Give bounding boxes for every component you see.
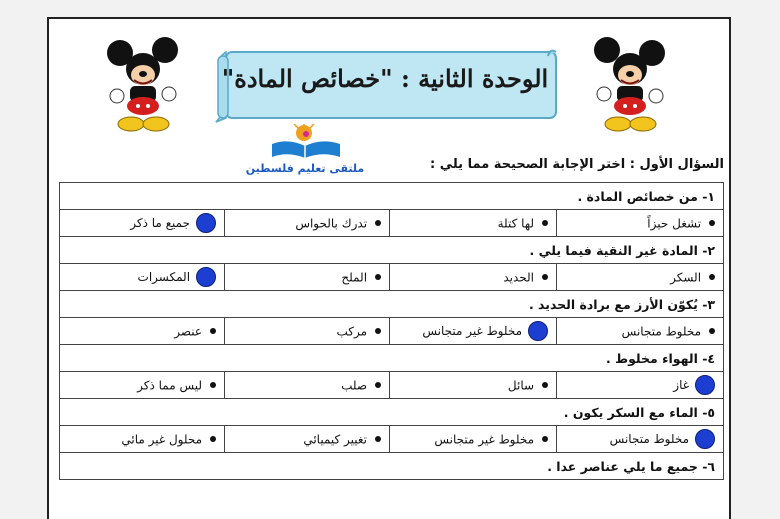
answer-option[interactable] [390,210,557,237]
answer-option[interactable] [557,372,724,399]
bullet-icon [210,382,216,388]
answer-option[interactable] [60,318,225,345]
bullet-icon [375,328,381,334]
options-row [60,318,724,345]
multiple-choice-table [59,182,724,480]
answer-option[interactable] [390,372,557,399]
mickey-mouse-illustration-right [590,36,670,132]
answer-option[interactable] [557,318,724,345]
answer-option-label: مركب [336,324,368,339]
answer-option-label: غاز [673,378,690,392]
question-row [60,183,724,210]
answer-option[interactable] [557,426,724,453]
bullet-icon [375,220,381,226]
answer-option-label: لها كتلة [497,216,535,231]
answer-option-label: سائل [507,378,535,393]
answer-option[interactable] [60,372,225,399]
question-stem: ٢- المادة غير النقية فيما يلي . [60,237,724,264]
answer-option-label: تشغل حيزاً [647,216,702,231]
answer-option-label: الحديد [503,270,535,285]
bullet-icon [709,328,715,334]
answer-option-label: صلب [341,378,368,393]
answer-option[interactable] [225,372,390,399]
answer-option-label: تغيير كيميائي [303,432,368,447]
answer-option[interactable] [225,210,390,237]
answer-option-label: المكسرات [137,270,191,284]
logo-caption: ملتقى تعليم فلسطين [245,162,365,175]
question-stem: ١- من خصائص المادة . [60,183,724,210]
selected-answer-dot-icon [196,213,216,233]
options-row [60,210,724,237]
answer-option[interactable] [390,318,557,345]
selected-answer-dot-icon [695,375,715,395]
mickey-mouse-illustration-left [103,36,183,132]
answer-option-label: مخلوط غير متجانس [434,432,535,447]
question-row [60,345,724,372]
answer-option[interactable] [60,264,225,291]
answer-option-label: جميع ما ذكر [130,216,191,230]
question-stem: ٦- جميع ما يلي عناصر عدا . [60,453,724,480]
answer-option-label: الملح [341,270,368,285]
bullet-icon [542,220,548,226]
answer-option[interactable] [60,426,225,453]
question-stem: ٥- الماء مع السكر يكون . [60,399,724,426]
answer-option[interactable] [390,426,557,453]
bullet-icon [542,382,548,388]
answer-option-label: السكر [670,270,702,285]
answer-option[interactable] [60,210,225,237]
question-stem: ٤- الهواء مخلوط . [60,345,724,372]
answer-option[interactable] [557,264,724,291]
answer-option[interactable] [225,426,390,453]
question-row [60,399,724,426]
selected-answer-dot-icon [695,429,715,449]
unit-title-banner [212,44,558,124]
bullet-icon [709,220,715,226]
answer-option-label: مخلوط متجانس [609,432,690,446]
answer-option-label: تدرك بالحواس [295,216,368,231]
answer-option-label: مخلوط متجانس [621,324,702,339]
bullet-icon [210,436,216,442]
answer-option[interactable] [390,264,557,291]
question-heading: السؤال الأول : اختر الإجابة الصحيحة مما يلي : [430,157,724,172]
answer-option-label: محلول غير مائي [121,432,203,447]
options-row [60,426,724,453]
answer-option-label: مخلوط غير متجانس [422,324,523,338]
bullet-icon [542,274,548,280]
answer-option[interactable] [557,210,724,237]
bullet-icon [375,274,381,280]
options-row [60,372,724,399]
question-row [60,453,724,480]
logo-book-icon [268,124,344,160]
bullet-icon [709,274,715,280]
selected-answer-dot-icon [528,321,548,341]
question-row [60,291,724,318]
answer-option-label: ليس مما ذكر [137,378,203,393]
bullet-icon [375,382,381,388]
selected-answer-dot-icon [196,267,216,287]
answer-option[interactable] [225,318,390,345]
bullet-icon [210,328,216,334]
answer-option-label: عنصر [174,324,203,339]
question-row [60,237,724,264]
question-stem: ٣- يُكوّن الأرز مع برادة الحديد . [60,291,724,318]
unit-title: الوحدة الثانية : "خصائص المادة" [221,64,549,93]
question-rows [60,183,724,480]
bullet-icon [542,436,548,442]
bullet-icon [375,436,381,442]
answer-option[interactable] [225,264,390,291]
options-row [60,264,724,291]
